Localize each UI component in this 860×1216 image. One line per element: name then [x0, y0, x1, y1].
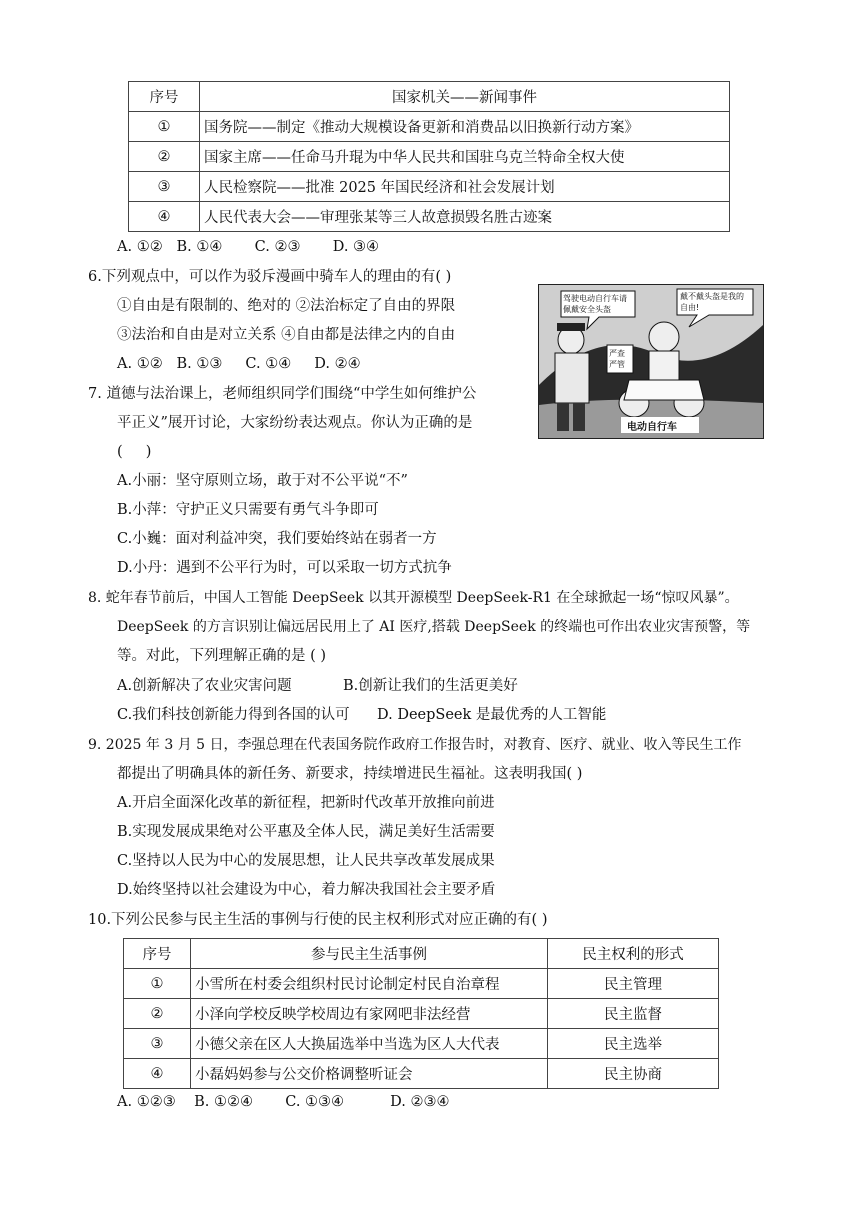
q8-option-a: A.创新解决了农业灾害问题 [117, 678, 292, 694]
q6-options: A. ①② B. ①③ C. ①④ D. ②④ [117, 356, 361, 372]
table-header: 民主权利的形式 [548, 939, 719, 969]
cartoon-sign: 严查严管 [609, 349, 625, 369]
table-cell: 小磊妈妈参与公交价格调整听证会 [191, 1059, 548, 1089]
table-row [129, 142, 730, 172]
table-row [124, 969, 719, 999]
table-cell: 国务院——制定《推动大规模设备更新和消费品以旧换新行动方案》 [200, 112, 730, 142]
q7-option-d: D.小丹：遇到不公平行为时，可以采取一切方式抗争 [117, 560, 452, 576]
q8-stem: 等。对此，下列理解正确的是 ( ) [117, 648, 327, 664]
q5-table [128, 81, 730, 232]
q9-option-b: B.实现发展成果绝对公平惠及全体人民，满足美好生活需要 [117, 824, 495, 840]
cartoon-bubble-right: 戴不戴头盔是我的自由! [680, 292, 744, 312]
table-header: 序号 [129, 82, 200, 112]
q9-stem: 都提出了明确具体的新任务、新要求，持续增进民生福祉。这表明我国( ) [117, 766, 583, 782]
table-cell: 人民代表大会——审理张某等三人故意损毁名胜古迹案 [200, 202, 730, 232]
table-cell: ④ [129, 202, 200, 232]
q9-option-c: C.坚持以人民为中心的发展思想，让人民共享改革发展成果 [117, 853, 495, 869]
table-cell: 小德父亲在区人大换届选举中当选为区人大代表 [191, 1029, 548, 1059]
cartoon-caption: 电动自行车 [627, 422, 677, 433]
table-row [124, 999, 719, 1029]
q9-stem: 9. 2025 年 3 月 5 日，李强总理在代表国务院作政府工作报告时，对教育、医疗、就业、收入等民生工作 [88, 737, 742, 753]
q10-table [123, 938, 719, 1089]
q5-options: A. ①② B. ①④ C. ②③ D. ③④ [117, 239, 380, 255]
table-cell: 人民检察院——批准 2025 年国民经济和社会发展计划 [200, 172, 730, 202]
q7-option-c: C.小巍：面对利益冲突，我们要始终站在弱者一方 [117, 531, 437, 547]
q8-option-b: B.创新让我们的生活更美好 [343, 678, 518, 694]
q6-stem: 6.下列观点中，可以作为驳斥漫画中骑车人的理由的有( ) [88, 269, 452, 285]
table-cell: 小泽向学校反映学校周边有家网吧非法经营 [191, 999, 548, 1029]
table-row [124, 1059, 719, 1089]
q8-stem: 8. 蛇年春节前后，中国人工智能 DeepSeek 以其开源模型 DeepSeek-R1 在全球掀起一场“惊叹风暴”。 [88, 590, 739, 606]
cartoon-image [538, 284, 764, 439]
q7-stem: 7. 道德与法治课上，老师组织同学们围绕“中学生如何维护公 [88, 386, 477, 402]
q8-option-d: D. DeepSeek 是最优秀的人工智能 [377, 707, 607, 723]
q6-statement-line: ①自由是有限制的、绝对的 ②法治标定了自由的界限 [117, 298, 456, 314]
table-cell: ④ [124, 1059, 191, 1089]
q8-option-c: C.我们科技创新能力得到各国的认可 [117, 707, 350, 723]
table-cell: ② [124, 999, 191, 1029]
q7-stem: ( ) [117, 444, 152, 460]
table-cell: 小雪所在村委会组织村民讨论制定村民自治章程 [191, 969, 548, 999]
table-cell: ① [124, 969, 191, 999]
q7-option-a: A.小丽：坚守原则立场，敢于对不公平说“不” [117, 473, 408, 489]
table-cell: 民主管理 [548, 969, 719, 999]
table-row [129, 202, 730, 232]
q8-stem: DeepSeek 的方言识别让偏远居民用上了 AI 医疗,搭载 DeepSeek 的终端也可作出农业灾害预警，等 [117, 619, 751, 635]
table-row [129, 112, 730, 142]
q7-option-b: B.小萍：守护正义只需要有勇气斗争即可 [117, 502, 379, 518]
table-header: 序号 [124, 939, 191, 969]
table-header-row [124, 939, 719, 969]
q7-stem: 平正义”展开讨论，大家纷纷表达观点。你认为正确的是 [117, 415, 473, 431]
table-cell: ① [129, 112, 200, 142]
table-header-row [129, 82, 730, 112]
table-cell: ③ [124, 1029, 191, 1059]
table-cell: 国家主席——任命马升琨为中华人民共和国驻乌克兰特命全权大使 [200, 142, 730, 172]
table-row [124, 1029, 719, 1059]
table-header: 参与民主生活事例 [191, 939, 548, 969]
table-header: 国家机关——新闻事件 [200, 82, 730, 112]
q9-option-d: D.始终坚持以社会建设为中心，着力解决我国社会主要矛盾 [117, 882, 496, 898]
table-cell: ③ [129, 172, 200, 202]
table-row [129, 172, 730, 202]
q10-options: A. ①②③ B. ①②④ C. ①③④ D. ②③④ [117, 1094, 450, 1110]
table-cell: 民主选举 [548, 1029, 719, 1059]
table-cell: 民主监督 [548, 999, 719, 1029]
q9-option-a: A.开启全面深化改革的新征程，把新时代改革开放推向前进 [117, 795, 495, 811]
q6-statement-line: ③法治和自由是对立关系 ④自由都是法律之内的自由 [117, 327, 456, 343]
cartoon-bubble-left: 驾驶电动自行车请佩戴安全头盔 [563, 294, 627, 314]
q10-stem: 10.下列公民参与民主生活的事例与行使的民主权利形式对应正确的有( ) [88, 912, 548, 928]
table-cell: 民主协商 [548, 1059, 719, 1089]
table-cell: ② [129, 142, 200, 172]
